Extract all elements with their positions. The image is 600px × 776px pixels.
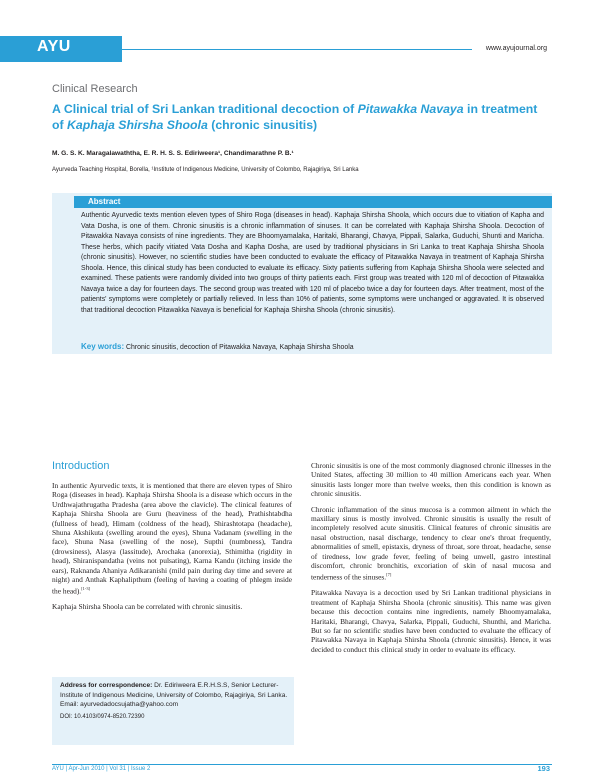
footer-rule [52,764,552,765]
introduction-heading: Introduction [52,460,110,472]
journal-name: AYU [37,38,71,55]
affiliation: Ayurveda Teaching Hospital, Borella, ¹Institute of Indigenous Medicine, University of Colombo, Rajagiriya, Sri Lanka [52,167,359,173]
doi[interactable]: DOI: 10.4103/0974-8520.72390 [60,713,145,720]
correspondence-email[interactable]: Email: ayurvedadocsujatha@yahoo.com [60,701,179,708]
correspondence-address [60,681,290,700]
page-number: 193 [537,764,550,773]
correspondence-label: Address for correspondence: [60,682,153,689]
right-paragraph-1: Chronic sinusitis is one of the most commonly diagnosed chronic illnesses in the United States, affecting 30 million to 40 million Americans each year. When sinusitis lasts longer more than twelve weeks, then this condition is known as chronic sinusitis. [311,461,551,499]
correspondence-body: Dr. Ediriweera E.R.H.S.S, Senior Lecturer-Institute of Indigenous Medicine, University of Colombo, Rajagiriya, Sri Lanka. [60,682,288,699]
abstract-text: Authentic Ayurvedic texts mention eleven types of Shiro Roga (diseases in head). Kaphaja Shirsha Shoola, which occurs due to vitiation of Kapha and Vata Dosha, is one of them. Chronic sinusitis is a chronic inflammation of sinuses. It can be correlated with Kaphaja Shirsha Shoola. Decoction of Pitawakka Navaya consists of nine ingredients. They are Bhoomyamalaka, Haritaki, Bharangi, Chavya, Pippali, Salarka, Guduchi, Shunti and Maricha. These herbs, which pacify vitiated Vata Dosha and Kapha Dosha, are used by traditional physicians in Sri Lanka to treat Kaphaja Shirsha Shoola (chronic sinusitis). However, no scientific studies have been conducted to evaluate the efficacy of Pitawakka Navaya in treatment of Kaphaja Shirsha Shoola. Hence, this clinical study has been conducted to evaluate its efficacy. Sixty patients suffering from Kaphaja Shirsha Shoola were selected and examined. These patients were randomly divided into two groups of thirty patients each. First group was treated with 120 ml of decoction of Pitawakka Navaya twice a day for fourteen days. The second group was treated with 120 ml of placebo twice a day for fourteen days. After treatment, most of the patients' symptoms were completely or partially relieved. In less than 10% of patients, some symptoms were unchanged or aggravated. It is observed that traditional decoction Pitawakka Navaya is beneficial for Kaphaja Shirsha Shoola (chronic sinusitis). [81,212,544,314]
right-paragraph-3: Pitawakka Navaya is a decoction used by Sri Lankan traditional physicians in treatment of Kaphaja Shirsha Shoola (chronic sinusitis). This name was given because this decoction contains nine ingredients, namely Bhoomyamalaka, Haritaki, Bharangi, Chavya, Salarka, Pippali, Guduchi, Shunthi, and Maricha. But so far no scientific studies have been conducted to evaluate the efficacy of Pitawakka Navaya in Kaphaja Shirsha Shoola (chronic sinusitis). Hence, it was decided to conduct this clinical study in order to evaluate its efficacy. [311,588,551,654]
article-title [52,101,552,133]
title-part-1: A Clinical trial of Sri Lankan traditional decoction of [52,102,358,116]
keywords-list: Chronic sinusitis, decoction of Pitawakka Navaya, Kaphaja Shirsha Shoola [124,344,354,351]
right-column [311,461,551,660]
title-part-3: (chronic sinusitis) [207,118,318,132]
left-column [52,481,292,618]
footer-citation: AYU | Apr-Jun 2010 | Vol 31 | Issue 2 [52,766,151,772]
title-italic-2: Kaphaja Shirsha Shoola [67,118,208,132]
authors: M. G. S. K. Maragalawaththa, E. R. H. S. S. Ediriweera¹, Chandimarathne P. B.¹ [52,150,294,157]
right-ref-7[interactable]: [7] [386,572,392,578]
section-label: Clinical Research [52,83,138,95]
header-rule [122,49,472,50]
abstract-heading: Abstract [88,197,121,206]
intro-ref-1[interactable]: [1-3] [81,586,91,592]
title-part-2: in treatment of [52,102,538,132]
right-paragraph-2 [311,505,551,583]
intro-paragraph-2: Kaphaja Shirsha Shoola can be correlated with chronic sinusitis. [52,602,243,612]
intro-paragraph-1 [52,481,292,596]
journal-url[interactable]: www.ayujournal.org [485,45,547,52]
keywords [81,342,544,351]
right-paragraph-2-text: Chronic inflammation of the sinus mucosa is a common ailment in which the maxillary sinus is mostly involved. Chronic sinusitis is usually the result of incompletely resolved acute sinusitis. Clinical features of chronic sinusitis are nasal obstruction, nasal discharge, tendency to clear one's throat frequently, abnormalities of smell, epistaxis, dryness of throat, sore throat, headache, sense of tiredness, low grade fever, feeling of being unwell, gastro intestinal discomfort, chronic bronchitis, excoriation of skin of nasal mucosa and tenderness of the sinuses. [311,504,551,582]
intro-paragraph-1-text: In authentic Ayurvedic texts, it is mentioned that there are eleven types of Shiro Roga (diseases in head). Kaphaja Shirsha Shoola is a disease which occurs in the Urdhwajathrugatha Pradesha (area above the clavicle). The clinical features of Kaphaja Shirsha Shoola are Guru (heaviness of the head), Prathishtabdha (fullness of head), Himam (coldness of the head), Shirashtotapa (headache), Shuna Akshikuta (swelling around the eyes), Shuna Vadanam (swelling in the face), Shuna Nasa (swelling of the nose), Supthi (numbness), Tandra (drowsiness), Alasya (lassitude), Arochaka (anorexia), Sthimitha (rigidity in head), Shiranispandatha (veins not pulsating), Karna Kandu (itching inside the ears), Raknanda Ahaniya Adikaranishi (mild pain during day time and severe at night) and Anthak Kaphalipthum (feeling of having a coating of phlegm inside the head). [52,481,292,596]
title-italic-1: Pitawakka Navaya [357,102,464,116]
abstract-heading-band [74,196,552,208]
correspondence-text [60,681,290,722]
keywords-label: Key words: [81,342,125,351]
